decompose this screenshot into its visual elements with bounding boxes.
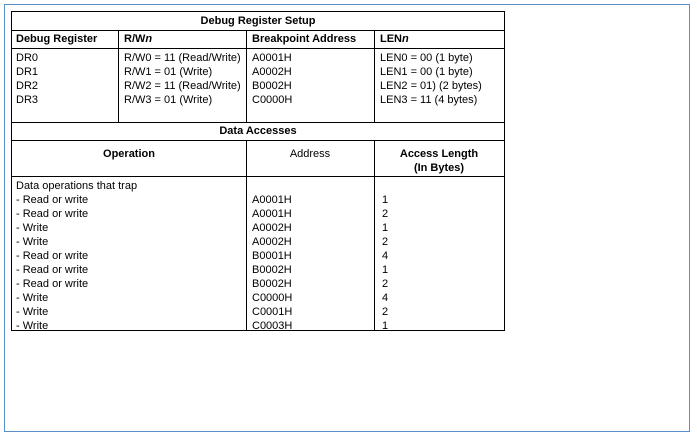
divider [12,140,504,141]
debug-register-table [11,11,505,331]
register-cell: DR0 [16,52,39,64]
address-cell: C0000H [252,292,293,304]
len-cell: LEN1 = 00 (1 byte) [380,66,473,78]
operation-cell: - Read or write [16,264,89,276]
address-cell: B0002H [252,264,292,276]
access-address-column [252,193,292,333]
operation-cell: - Read or write [16,194,89,206]
operation-cell: - Write [16,292,49,304]
register-cell: DR3 [16,94,39,106]
length-cell: 2 [382,278,389,290]
len-cell: LEN2 = 01) (2 bytes) [380,80,482,92]
rw-column [124,51,241,107]
rw-cell: R/W0 = 11 (Read/Write) [124,52,241,64]
len-cell: LEN3 = 11 (4 bytes) [380,94,478,106]
len-cell: LEN0 = 00 (1 byte) [380,52,473,64]
document-frame [4,4,690,432]
header-len-label: LEN [380,33,402,45]
length-cell: 2 [382,236,389,248]
header-debug-register: Debug Register [16,33,98,45]
breakpoint-address-column [252,51,292,107]
rw-cell: R/W1 = 01 (Write) [124,66,213,78]
divider [12,176,504,177]
operation-cell: - Read or write [16,208,89,220]
header-len-suffix: n [402,33,409,45]
length-cell: 4 [382,250,389,262]
register-cell: DR1 [16,66,39,78]
header-breakpoint-address: Breakpoint Address [252,33,357,45]
rw-cell: R/W3 = 01 (Write) [124,94,213,106]
operation-cell: - Write [16,236,49,248]
divider [12,122,504,123]
column-divider [246,30,247,122]
address-cell: C0001H [252,306,293,318]
address-cell: B0002H [252,278,292,290]
column-divider [118,30,119,122]
column-divider [246,140,247,330]
operation-cell: - Read or write [16,278,89,290]
column-divider [374,140,375,330]
operation-column [16,193,88,333]
access-length-column [382,193,388,333]
header-rw-label: R/W [124,33,146,45]
address-cell: B0001H [252,250,292,262]
len-column [380,51,482,107]
address-cell: A0002H [252,222,292,234]
address-cell: A0001H [252,52,292,64]
column-divider [374,30,375,122]
address-cell: C0003H [252,320,293,332]
header-access-length-line2: (In Bytes) [413,162,465,174]
length-cell: 2 [382,306,389,318]
header-operation: Operation [103,148,155,160]
operation-cell: - Write [16,320,49,332]
length-cell: 4 [382,292,389,304]
header-access-length [374,147,504,175]
address-cell: B0002H [252,80,292,92]
address-cell: A0002H [252,66,292,78]
length-cell: 1 [382,320,389,332]
rw-cell: R/W2 = 11 (Read/Write) [124,80,241,92]
address-cell: A0001H [252,194,292,206]
operation-cell: - Write [16,222,49,234]
header-access-length-line1: Access Length [399,148,479,160]
length-cell: 1 [382,222,389,234]
accesses-title: Data Accesses [219,125,297,137]
operation-cell: - Read or write [16,250,89,262]
length-cell: 1 [382,264,389,276]
header-rw-suffix: n [145,33,153,45]
operation-cell: - Write [16,306,49,318]
header-address: Address [289,148,331,160]
address-cell: C0000H [252,94,293,106]
header-len [380,32,409,46]
address-cell: A0001H [252,208,292,220]
divider [12,30,504,31]
register-column [16,51,38,107]
length-cell: 1 [382,194,389,206]
register-cell: DR2 [16,80,39,92]
address-cell: A0002H [252,236,292,248]
divider [12,48,504,49]
accesses-intro: Data operations that trap [16,180,138,192]
setup-title: Debug Register Setup [200,15,316,27]
length-cell: 2 [382,208,389,220]
header-rw [124,32,152,46]
